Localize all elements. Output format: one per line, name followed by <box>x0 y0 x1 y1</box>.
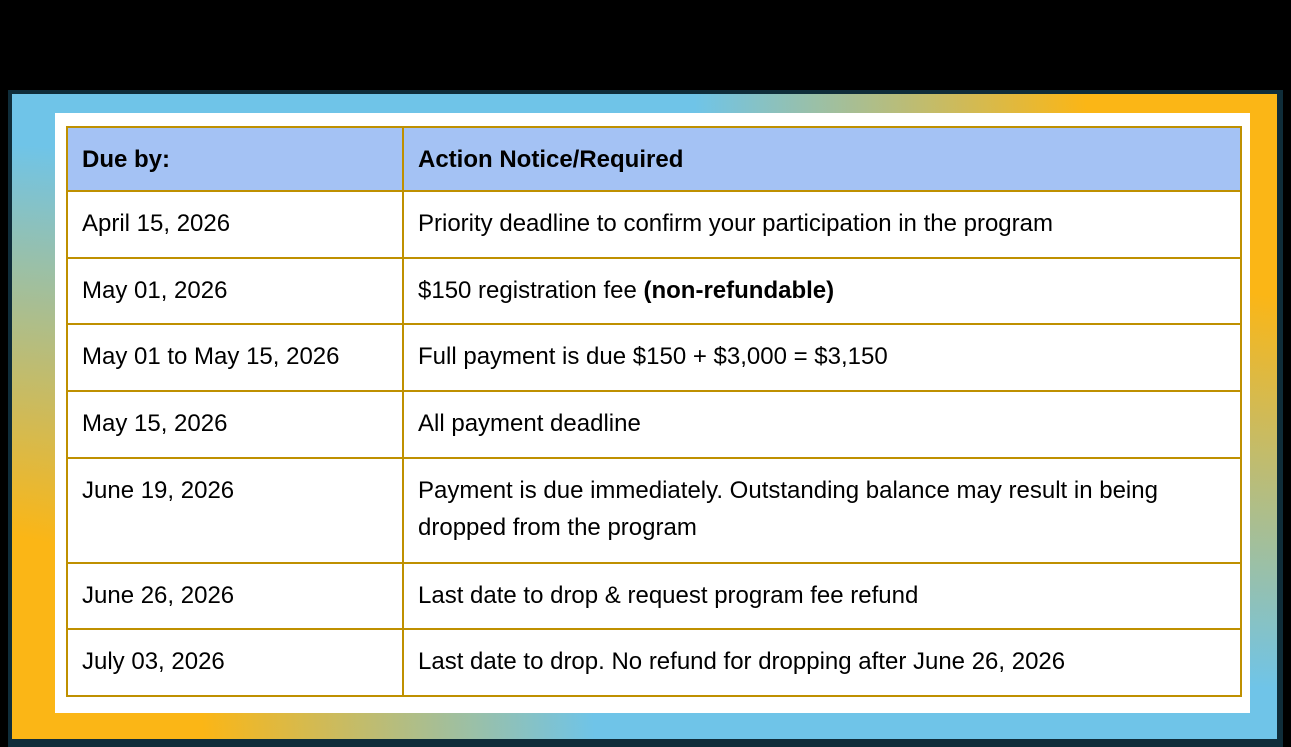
action-cell <box>403 458 1241 563</box>
action-cell <box>403 324 1241 391</box>
due-date-cell: May 15, 2026 <box>67 391 403 458</box>
action-text: Priority deadline to confirm your participation in the program <box>418 210 1053 237</box>
header-cell-action-required: Action Notice/Required <box>403 127 1241 191</box>
table-row <box>67 191 1241 258</box>
deadline-table <box>66 126 1242 697</box>
gradient-border-panel <box>8 90 1283 747</box>
action-cell <box>403 258 1241 325</box>
due-date-cell: April 15, 2026 <box>67 191 403 258</box>
due-date-cell: May 01, 2026 <box>67 258 403 325</box>
action-cell <box>403 191 1241 258</box>
due-date-cell: June 26, 2026 <box>67 563 403 630</box>
table-row <box>67 258 1241 325</box>
table-row <box>67 391 1241 458</box>
action-cell <box>403 563 1241 630</box>
table-row <box>67 629 1241 696</box>
table-row <box>67 458 1241 563</box>
action-cell <box>403 629 1241 696</box>
due-date-cell: May 01 to May 15, 2026 <box>67 324 403 391</box>
action-text-bold: (non-refundable) <box>643 276 835 304</box>
action-text: Full payment is due $150 + $3,000 = $3,150 <box>418 343 888 371</box>
due-date-cell: June 19, 2026 <box>67 458 403 563</box>
deadline-table-body <box>67 191 1241 696</box>
due-date-cell: July 03, 2026 <box>67 629 403 696</box>
action-cell <box>403 391 1241 458</box>
action-text: All payment deadline <box>418 409 641 437</box>
table-row <box>67 563 1241 630</box>
action-text: Payment is due immediately. Outstanding balance may result in being dropped from the program <box>418 476 1158 541</box>
table-row <box>67 324 1241 391</box>
header-cell-due-by: Due by: <box>67 127 403 191</box>
action-text: Last date to drop & request program fee refund <box>418 581 919 609</box>
action-text: Last date to drop. No refund for dropping after June 26, 2026 <box>418 648 1066 676</box>
action-text: $150 registration fee <box>418 276 644 304</box>
table-container <box>55 113 1250 713</box>
content-card <box>55 113 1250 713</box>
header-row <box>67 127 1241 191</box>
